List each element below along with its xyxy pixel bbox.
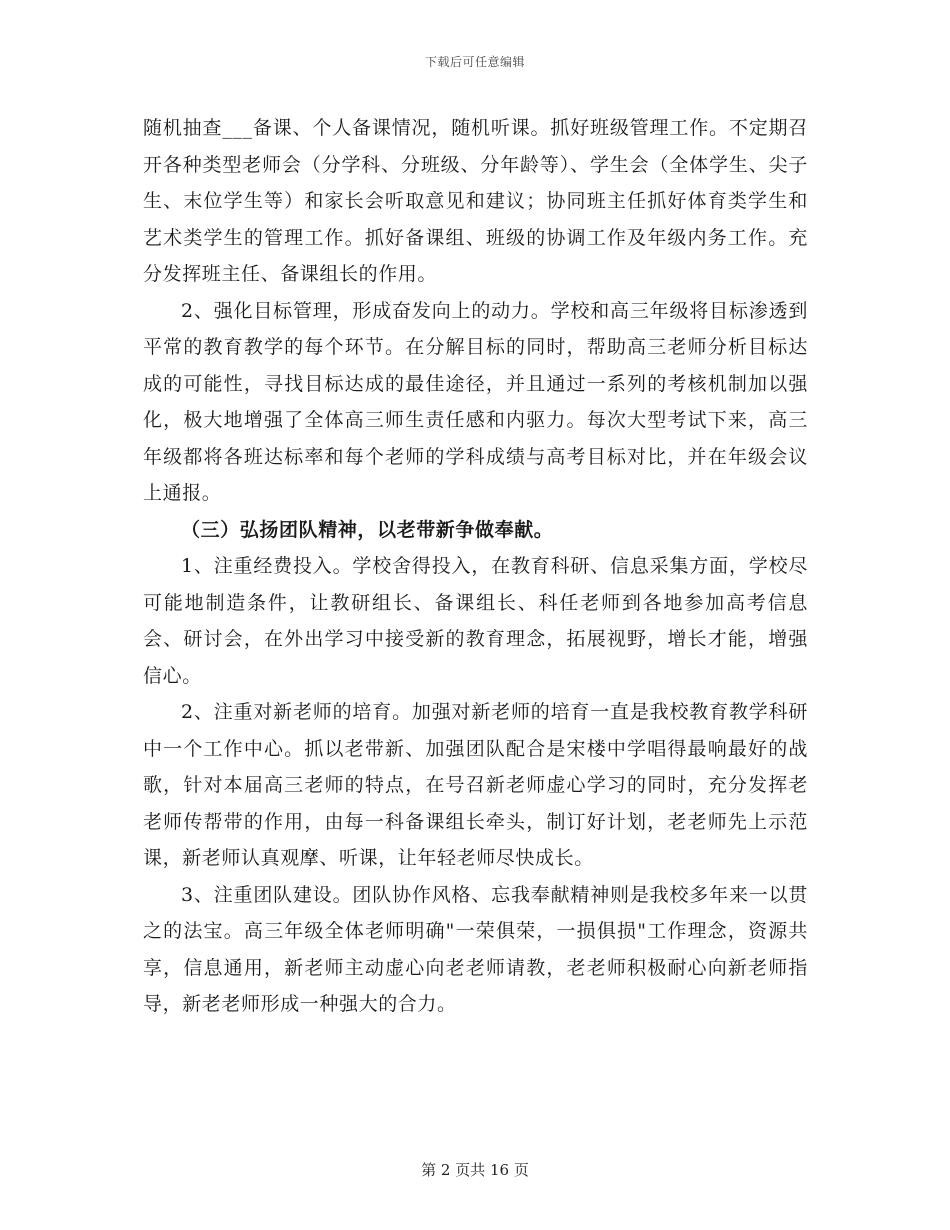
paragraph-new-teacher-training: 2、注重对新老师的培育。加强对新老师的培育一直是我校教育教学科研中一个工作中心。抓以老带新、加强团队配合是宋楼中学唱得最响最好的战歌，针对本届高三老师的特点，在号召新老师虚心学习的同时，充分发挥老老师传帮带的作用，由每一科备课组长牵头，制订好计划，老老师先上示范课，新老师认真观摩、听课，让年轻老师尽快成长。 [143,701,808,869]
section-heading-team-spirit: （三）弘扬团队精神，以老带新争做奉献。 [181,518,554,541]
page-header: 下载后可任意编辑 [424,55,525,69]
document-body [143,110,808,1023]
paragraph-team-building: 3、注重团队建设。团队协作风格、忘我奉献精神则是我校多年来一以贯之的法宝。高三年级全体老师明确"一荣俱荣，一损俱损"工作理念，资源共享，信息通用，新老师主动虚心向老老师请教，老老师积极耐心向新老师指导，新老老师形成一种强大的合力。 [143,883,808,1015]
paragraph-target-management: 2、强化目标管理，形成奋发向上的动力。学校和高三年级将目标渗透到平常的教育教学的每个环节。在分解目标的同时，帮助高三老师分析目标达成的可能性，寻找目标达成的最佳途径，并且通过一系列的考核机制加以强化，极大地增强了全体高三师生责任感和内驱力。每次大型考试下来，高三年级都将各班达标率和每个老师的学科成绩与高考目标对比，并在年级会议上通报。 [143,299,808,504]
paragraph-continued: 随机抽查___备课、个人备课情况，随机听课。抓好班级管理工作。不定期召开各种类型老师会（分学科、分班级、分年龄等）、学生会（全体学生、尖子生、末位学生等）和家长会听取意见和建议；协同班主任抓好体育类学生和艺术类学生的管理工作。抓好备课组、班级的协调工作及年级内务工作。充分发挥班主任、备课组长的作用。 [143,117,808,285]
paragraph-funding: 1、注重经费投入。学校舍得投入，在教育科研、信息采集方面，学校尽可能地制造条件，让教研组长、备课组长、科任老师到各地参加高考信息会、研讨会，在外出学习中接受新的教育理念，拓展视野，增长才能，增强信心。 [143,555,808,687]
page-number: 第 2 页共 16 页 [421,1161,529,1179]
